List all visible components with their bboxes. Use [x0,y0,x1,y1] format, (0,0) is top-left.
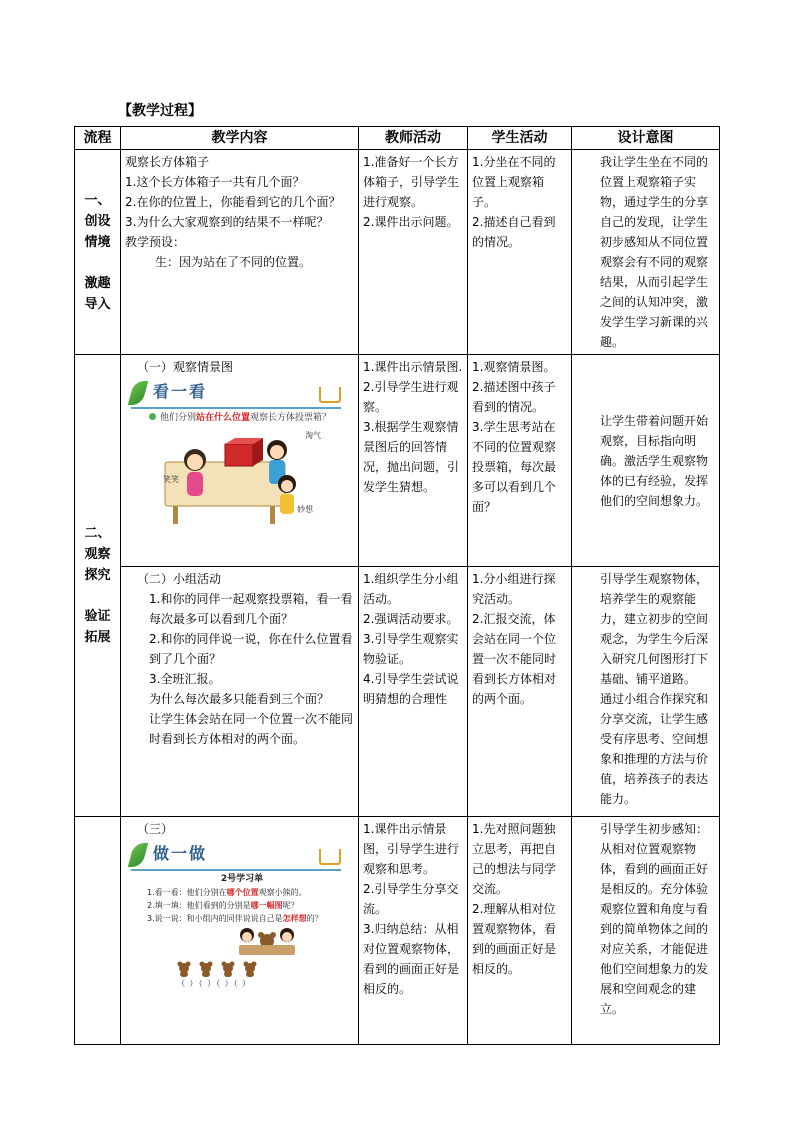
worksheet-title: 2号学习单 [220,874,264,884]
worksheet [147,873,354,990]
do-banner [131,843,341,871]
header-intent: 设计意图 [572,127,720,150]
intent-text: 引导学生初步感知：从相对位置观察物体，看到的画面正好是相反的。充分体验观察位置和角度与看到的简单物体之间的对应关系，才能促进他们空间想象力的发展和空间观念的建立。 [600,822,709,1016]
table-row [75,567,720,817]
answer-blanks: （ ）（ ）（ ）（ ） [177,979,252,988]
content-text: 1.和你的同伴一起观察投票箱，看一看每次最多可以看到几个面？ [149,592,353,626]
student-cell [468,567,572,817]
banner-title: 做一做 [153,844,208,863]
intent-text: 让学生带着问题开始观察，目标指向明确。激活学生观察物体的已有经验，发挥他们的空间想象力。 [600,413,709,508]
look-banner [131,381,341,409]
children-ballot-box-illustration [155,424,365,529]
intent-text: 我让学生坐在不同的位置上观察箱子实物，通过学生的分享自己的发现，让学生初步感知从不同位置观察会有不同的观察结果，从而引起学生之间的认知冲突，激发学生学习新课的兴趣。 [600,155,709,349]
book-icon [319,387,341,403]
header-student: 学生活动 [468,127,572,150]
bear-icon [199,961,213,977]
intent-cell [572,817,720,1045]
table-row [75,817,720,1045]
content-text: 观察长方体箱子 [125,155,210,169]
teacher-text: 2.引导学生分享交流。 [363,882,459,916]
content-cell [121,150,359,355]
content-title: （一）观察情景图 [137,360,234,374]
teacher-text: 3.引导学生观察实物验证。 [363,632,459,666]
table-row [75,150,720,355]
teacher-text: 3.归纳总结：从相对位置观察物体，看到的画面正好是相反的。 [363,922,460,996]
bullet-icon [149,413,156,420]
content-text: 2.在你的位置上，你能看到它的几个面？ [125,195,341,209]
student-cell [468,817,572,1045]
worksheet-line: 2.填一填：他们看到的分别是哪一幅图呢？ [147,901,299,910]
banner-title: 看一看 [153,382,208,401]
teacher-cell [359,355,468,567]
bear-options [177,961,354,977]
flow-text: 导入 [84,296,111,312]
student-text: 2.理解从相对位置观察物体，看到的画面正好是相反的。 [472,902,557,976]
flow-text: 激趣 [84,275,111,291]
student-text: 2.描述自己看到的情况。 [472,215,556,249]
book-icon [319,849,341,865]
content-text: 教学预设： [125,235,186,249]
flow-text: 观察 [84,547,111,562]
content-text: 生：因为站在了不同的位置。 [155,255,312,269]
flow-text: 一、 [84,192,111,208]
table-header-row [75,127,720,150]
content-text: 让学生体会站在同一个位置一次不能同时看到长方体相对的两个面。 [149,712,354,746]
flow-cell [75,355,121,817]
teacher-text: 1.课件出示情景图. [363,360,463,374]
name-label: 妙想 [297,505,313,514]
teacher-cell [359,150,468,355]
student-text: 1.分小组进行探究活动。 [472,572,556,606]
bear-icon [243,961,257,977]
student-text: 1.观察情景图。 [472,360,556,374]
worksheet-line: 3.说一说：和小组内的同伴说说自己是怎样想的？ [147,914,323,923]
scene-illustration [155,424,365,529]
teacher-text: 1.组织学生分小组活动。 [363,572,459,606]
flow-text: 验证 [84,609,111,624]
student-text: 2.汇报交流，体会站在同一个位置一次不能同时看到长方体相对的两个面。 [472,612,557,706]
content-text: 为什么每次最多只能看到三个面？ [149,692,330,706]
intent-cell [572,355,720,567]
header-content: 教学内容 [121,127,359,150]
teacher-text: 2.引导学生进行观察。 [363,380,459,414]
content-cell [121,567,359,817]
leaf-icon [128,381,148,405]
teacher-text: 3.根据学生观察情景图后的回答情况，抛出问题，引发学生猜想。 [363,420,460,494]
intent-text: 引导学生观察物体，培养学生的观察能力，建立初步的空间观念，为学生今后深入研究几何图形打下基础、铺平道路。 [600,572,709,686]
intent-cell [572,567,720,817]
content-text: 3.全班汇报。 [149,672,221,686]
bear-icon [221,961,235,977]
name-label: 淘气 [305,431,321,440]
student-text: 1.分坐在不同的位置上观察箱子。 [472,155,556,209]
teacher-cell [359,817,468,1045]
teacher-text: 4.引导学生尝试说明猜想的合理性 [363,672,459,706]
student-cell [468,355,572,567]
header-teacher: 教师活动 [359,127,468,150]
leaf-icon [128,843,148,867]
content-cell [121,355,359,567]
teacher-text: 1.课件出示情景图，引导学生进行观察和思考。 [363,822,460,876]
flow-cell-empty [75,817,121,1045]
teaching-process-table [74,126,720,1045]
intent-cell [572,150,720,355]
content-text: 3.为什么大家观察到的结果不一样呢？ [125,215,329,229]
teacher-text: 1.准备好一个长方体箱子，引导学生进行观察。 [363,155,460,209]
worksheet-line: 1.看一看：他们分别在哪个位置观察小熊的。 [147,888,307,897]
teacher-text: 2.强调活动要求。 [363,612,459,626]
flow-text: 情境 [84,234,111,250]
bear-icon [177,961,191,977]
student-text: 2.描述图中孩子看到的情况。 [472,380,556,414]
scene-question: 他们分别站在什么位置观察长方体投票箱？ [149,412,354,424]
section-heading: 【教学过程】 [118,103,202,119]
student-cell [468,150,572,355]
flow-text: 二、 [84,526,111,541]
header-flow: 流程 [75,127,121,150]
intent-text: 通过小组合作探究和分享交流，让学生感受有序思考、空间想象和推理的方法与价值，培养孩子的表达能力。 [600,692,709,806]
content-text: （二）小组活动 [137,572,222,586]
content-text: 1.这个长方体箱子一共有几个面？ [125,175,305,189]
student-text: 1.先对照问题独立思考，再把自己的想法与同学交流。 [472,822,557,896]
content-cell [121,817,359,1045]
name-label: 笑笑 [163,475,179,484]
teacher-cell [359,567,468,817]
flow-text: 探究 [84,568,111,583]
flow-text: 拓展 [84,630,111,645]
student-text: 3.学生思考站在不同的位置观察投票箱，每次最多可以看到几个面？ [472,420,557,514]
teacher-text: 2.课件出示问题。 [363,215,459,229]
flow-cell [75,150,121,355]
content-title: （三） [137,822,174,836]
bear-scene-illustration [177,925,377,959]
flow-text: 创设 [84,213,111,229]
table-row [75,355,720,567]
content-text: 2.和你的同伴说一说，你在什么位置看到了几个面？ [149,632,353,666]
